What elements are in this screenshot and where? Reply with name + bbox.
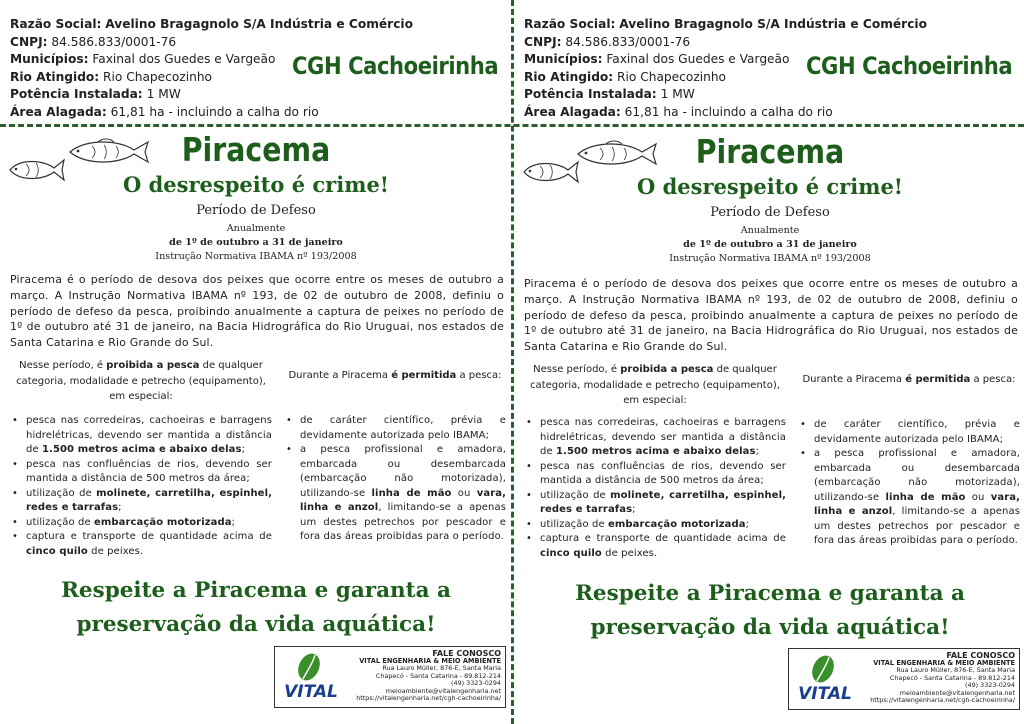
heading-text: a pesca: xyxy=(973,374,1016,385)
list-item: • utilização de embarcação motorizada; xyxy=(12,516,236,528)
rio-label: Rio Atingido: xyxy=(524,69,614,84)
contact-address: Chapecó - Santa Catarina - 89.812-214 xyxy=(889,673,1015,682)
municipios-label: Municípios: xyxy=(10,52,89,67)
list-item: • pesca nas confluências de rios, devendo ser mantida a distância de 500 metros da área; xyxy=(12,458,272,484)
prohibited-heading xyxy=(524,362,786,409)
heading-text: a pesca: xyxy=(459,370,502,381)
list-item: • utilização de molinete, carretilha, espinhel, redes e tarrafas; xyxy=(526,489,786,515)
contact-address: Rua Lauro Müller, 876-E, Santa Maria xyxy=(382,664,501,673)
list-item: • captura e transporte de quantidade acima de cinco quilo de peixes. xyxy=(526,533,786,559)
area-label: Área Alagada: xyxy=(524,104,621,119)
flyer-right xyxy=(520,0,1020,724)
contact-email: meioambiente@vitalengenharia.net xyxy=(385,686,501,695)
list-item: • a pesca profissional e amadora, embarcada ou desembarcada (embarcação não motorizada), utilizando-se linha de mão ou vara, linha e anzol, limitando-se a apenas um destes petrechos por pescador e fora das áreas proibidas para o período. xyxy=(800,448,1020,546)
poster-subtitle: O desrespeito é crime! xyxy=(122,172,390,197)
contact-company: VITAL ENGENHARIA & MEIO AMBIENTE xyxy=(359,657,501,665)
cnpj-value: 84.586.833/0001-76 xyxy=(51,34,177,49)
area-value: 61,81 ha - incluindo a calha do rio xyxy=(624,104,833,119)
contact-box xyxy=(788,648,1020,710)
anual-text: Anualmente xyxy=(226,223,286,234)
contact-email: meioambiente@vitalengenharia.net xyxy=(899,688,1015,697)
heading-bold: é permitida xyxy=(391,370,457,381)
vital-logo xyxy=(793,653,857,705)
list-item: • utilização de molinete, carretilha, espinhel, redes e tarrafas; xyxy=(12,487,272,513)
heading-bold: proibida a pesca xyxy=(620,364,714,375)
contact-heading: FALE CONOSCO xyxy=(946,651,1015,660)
leaf-icon xyxy=(793,653,857,705)
plant-name: CGH Cachoeirinha xyxy=(806,52,1013,80)
razao-label: Razão Social: xyxy=(10,17,102,31)
instrucao-text: Instrução Normativa IBAMA nº 193/2008 xyxy=(155,251,357,262)
cnpj-label: CNPJ: xyxy=(524,34,562,49)
municipios-value: Faxinal dos Guedes e Vargeão xyxy=(92,52,276,67)
list-item: • utilização de embarcação motorizada; xyxy=(526,518,750,530)
cnpj-label: CNPJ: xyxy=(10,34,48,49)
intro-paragraph: Piracema é o período de desova dos peixes que ocorre entre os meses de outubro a março. A Instrução Normativa IBAMA nº 193, de 02 de outubro de 2008, definiu o período de defeso da pesca, proibindo anualmente a captura de peixes no período de 1º de outubro até 31 de janeiro, na Bacia Hidrográfica do Rio Uruguai, nos estados de Santa Catarina e Rio Grande do Sul. xyxy=(524,277,1018,354)
contact-heading: FALE CONOSCO xyxy=(432,649,501,658)
list-item: • pesca nas corredeiras, cachoeiras e barragens hidrelétricas, devendo ser mantida a distância de 1.500 metros acima e abaixo delas; xyxy=(526,417,786,457)
heading-text: Durante a Piracema xyxy=(802,374,903,385)
list-item: • captura e transporte de quantidade acima de cinco quilo de peixes. xyxy=(12,531,272,557)
heading-bold: é permitida xyxy=(905,374,971,385)
rio-label: Rio Atingido: xyxy=(10,69,100,84)
defeso-dates xyxy=(6,222,506,264)
prohibited-list xyxy=(10,414,272,559)
razao-value: Avelino Bragagnolo S/A Indústria e Comércio xyxy=(105,17,413,31)
svg-text:VITAL: VITAL xyxy=(798,684,852,704)
closing-message: Respeite a Piracema e garanta a preservação da vida aquática! xyxy=(61,578,451,637)
contact-address: Rua Lauro Müller, 876-E, Santa Maria xyxy=(896,666,1015,675)
contact-company: VITAL ENGENHARIA & MEIO AMBIENTE xyxy=(873,659,1015,667)
heading-text: de qualquer categoria, modalidade e petrecho (equipamento), em especial: xyxy=(530,364,780,406)
list-item: • de caráter científico, prévia e devidamente autorizada pelo IBAMA; xyxy=(800,419,1020,445)
intro-paragraph: Piracema é o período de desova dos peixes que ocorre entre os meses de outubro a março. A Instrução Normativa IBAMA nº 193, de 02 de outubro de 2008, definiu o período de defeso da pesca, proibindo anualmente a captura de peixes no período de 1º de outubro até 31 de janeiro, na Bacia Hidrográfica do Rio Uruguai, nos estados de Santa Catarina e Rio Grande do Sul. xyxy=(10,273,504,350)
dates-text: de 1º de outubro a 31 de janeiro xyxy=(683,239,857,250)
area-label: Área Alagada: xyxy=(10,104,107,119)
potencia-label: Potência Instalada: xyxy=(524,87,657,102)
heading-text: Nesse período, é xyxy=(533,364,618,375)
allowed-heading xyxy=(284,368,506,383)
cnpj-value: 84.586.833/0001-76 xyxy=(565,34,691,49)
contact-address: Chapecó - Santa Catarina - 89.812-214 xyxy=(375,671,501,680)
municipios-value: Faxinal dos Guedes e Vargeão xyxy=(606,52,790,67)
area-value: 61,81 ha - incluindo a calha do rio xyxy=(110,104,319,119)
allowed-list xyxy=(284,414,506,545)
dates-text: de 1º de outubro a 31 de janeiro xyxy=(169,237,343,248)
contact-phone: (49) 3323-0294 xyxy=(965,681,1015,690)
rio-value: Rio Chapecozinho xyxy=(617,69,727,84)
poster-title: Piracema xyxy=(181,130,331,169)
prohibited-list xyxy=(524,416,786,561)
rio-value: Rio Chapecozinho xyxy=(103,69,213,84)
list-item: • de caráter científico, prévia e devidamente autorizada pelo IBAMA; xyxy=(286,415,506,441)
razao-label: Razão Social: xyxy=(524,17,616,31)
list-item: • a pesca profissional e amadora, embarcada ou desembarcada (embarcação não motorizada), utilizando-se linha de mão ou vara, linha e anzol, limitando-se a apenas um destes petrechos por pescador e fora das áreas proibidas para o período. xyxy=(286,444,506,542)
vital-logo xyxy=(279,651,343,703)
list-item: • pesca nas corredeiras, cachoeiras e barragens hidrelétricas, devendo ser mantida a distância de 1.500 metros acima e abaixo delas; xyxy=(12,415,272,455)
instrucao-text: Instrução Normativa IBAMA nº 193/2008 xyxy=(669,253,871,264)
poster-title: Piracema xyxy=(695,132,845,171)
list-item: • pesca nas confluências de rios, devendo ser mantida a distância de 500 metros da área; xyxy=(526,460,786,486)
potencia-value: 1 MW xyxy=(660,87,695,102)
periodo-defeso: Período de Defeso xyxy=(196,203,316,218)
prohibited-heading xyxy=(10,358,272,405)
anual-text: Anualmente xyxy=(740,225,800,236)
potencia-label: Potência Instalada: xyxy=(10,87,143,102)
potencia-value: 1 MW xyxy=(146,87,181,102)
svg-text:VITAL: VITAL xyxy=(284,682,338,702)
heading-bold: proibida a pesca xyxy=(106,360,200,371)
municipios-label: Municípios: xyxy=(524,52,603,67)
contact-box xyxy=(274,646,506,708)
flyer-left xyxy=(6,0,506,724)
razao-value: Avelino Bragagnolo S/A Indústria e Comércio xyxy=(619,17,927,31)
contact-url: https://vitalengenharia.net/cgh-cachoeirinha/ xyxy=(356,694,501,703)
contact-text xyxy=(855,651,1015,704)
plant-name: CGH Cachoeirinha xyxy=(292,52,499,80)
allowed-list xyxy=(798,418,1020,549)
heading-text: Nesse período, é xyxy=(19,360,104,371)
contact-url: https://vitalengenharia.net/cgh-cachoeirinha/ xyxy=(870,696,1015,705)
contact-phone: (49) 3323-0294 xyxy=(451,679,501,688)
heading-text: de qualquer categoria, modalidade e petrecho (equipamento), em especial: xyxy=(16,360,266,402)
defeso-dates xyxy=(520,224,1020,266)
closing-message: Respeite a Piracema e garanta a preservação da vida aquática! xyxy=(575,581,965,640)
contact-text xyxy=(341,649,501,702)
heading-text: Durante a Piracema xyxy=(288,370,389,381)
periodo-defeso: Período de Defeso xyxy=(710,205,830,220)
allowed-heading xyxy=(798,372,1020,387)
leaf-icon xyxy=(279,651,343,703)
poster-subtitle: O desrespeito é crime! xyxy=(636,174,904,199)
vertical-cut-line xyxy=(511,0,514,724)
